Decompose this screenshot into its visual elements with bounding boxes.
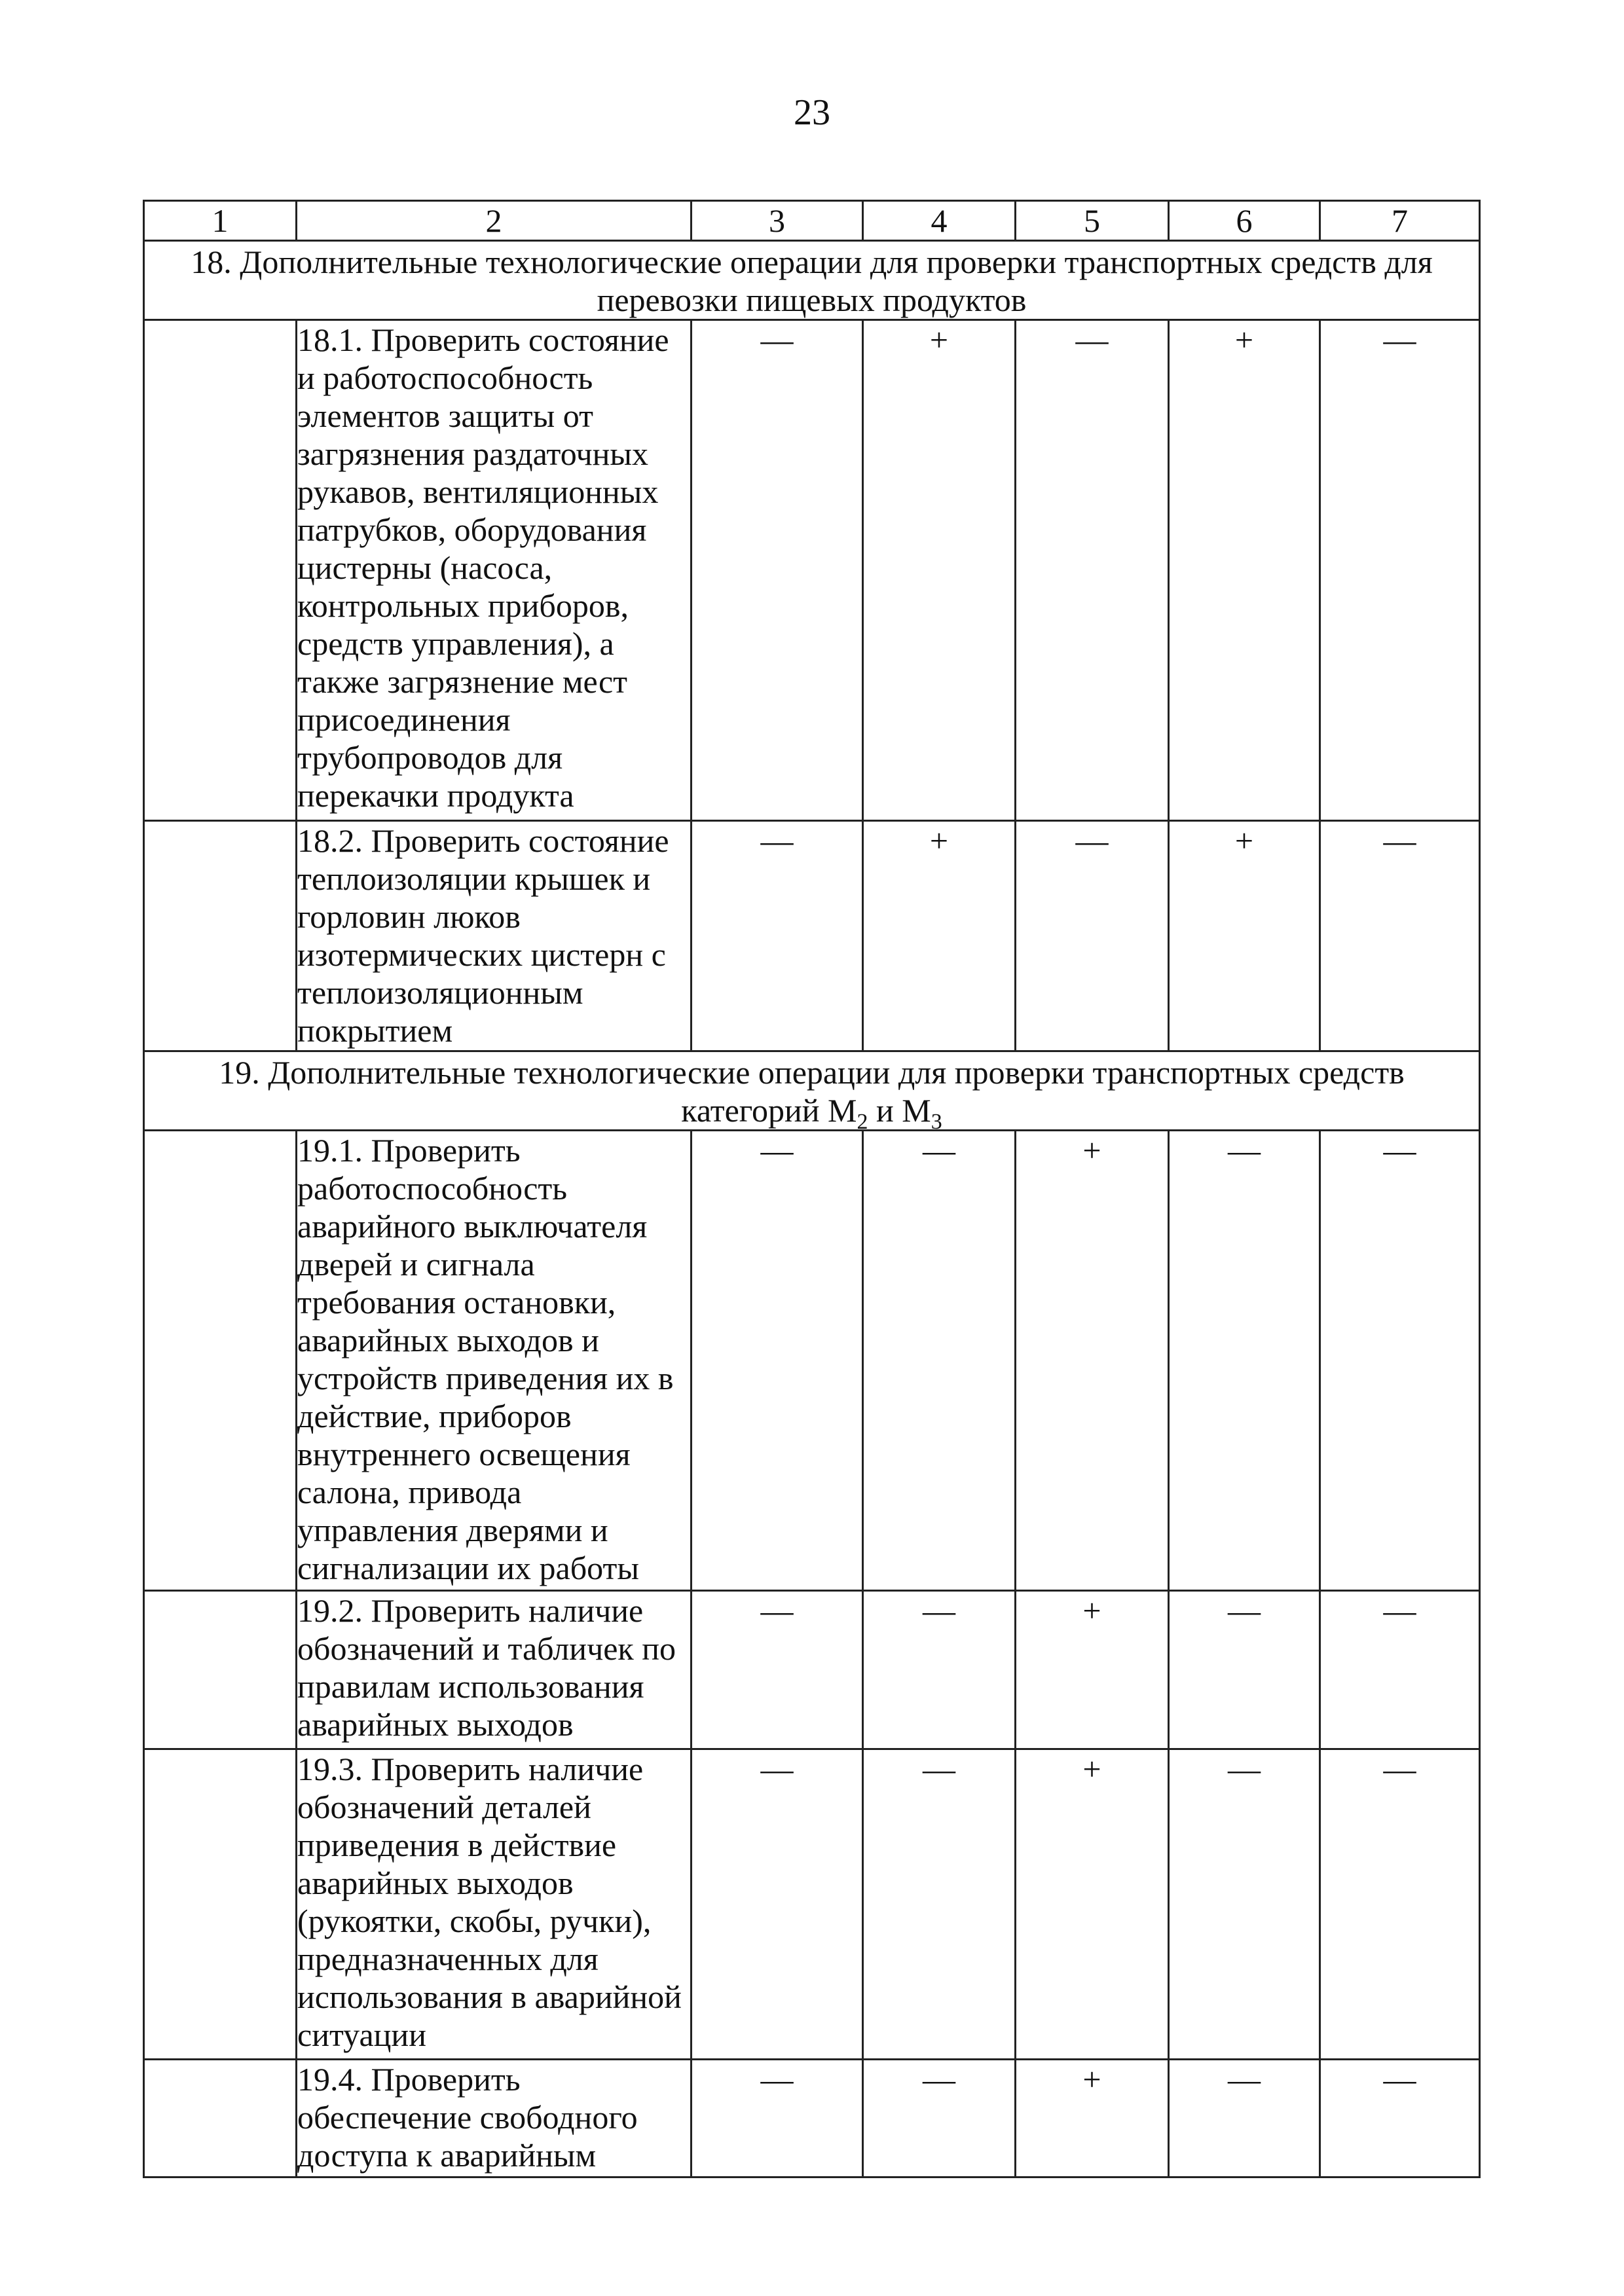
mark-cell: + xyxy=(1169,821,1320,1051)
category-subscript: 2 xyxy=(857,1110,868,1134)
table-row xyxy=(144,1131,1480,1591)
mark-cell: — xyxy=(1320,2060,1480,2178)
mark-cell: — xyxy=(1320,1131,1480,1591)
row-number xyxy=(144,320,297,821)
mark-cell: + xyxy=(1016,1131,1169,1591)
table-row xyxy=(144,2060,1480,2178)
mark-cell: — xyxy=(863,1131,1016,1591)
mark-cell: — xyxy=(1320,1591,1480,1749)
operation-description: 18.1. Проверить состояние и работоспособность элементов защиты от загрязнения раздаточных рукавов, вентиляционных патрубков, оборудования цистерны (насоса, контрольных приборов, средств управления), а также загрязнение мест присоединения трубопроводов для перекачки продукта xyxy=(297,320,692,821)
mark-cell: — xyxy=(863,2060,1016,2178)
section-title: 18. Дополнительные технологические операции для проверки транспортных средств для перевозки пищевых продуктов xyxy=(144,241,1480,320)
section-title-text: 19. Дополнительные технологические операции для проверки транспортных средств категорий М xyxy=(219,1054,1405,1129)
mark-cell: — xyxy=(692,821,863,1051)
column-header: 7 xyxy=(1320,201,1480,241)
mark-cell: — xyxy=(1320,320,1480,821)
mark-cell: + xyxy=(1016,1591,1169,1749)
section-title-text: и М xyxy=(868,1092,931,1129)
mark-cell: — xyxy=(692,320,863,821)
row-number xyxy=(144,1591,297,1749)
mark-cell: — xyxy=(1169,1749,1320,2060)
mark-cell: — xyxy=(692,1591,863,1749)
operation-description: 19.1. Проверить работоспособность аварийного выключателя дверей и сигнала требования остановки, аварийных выходов и устройств приведения их в действие, приборов внутреннего освещения салона, привода управления дверями и сигнализации их работы xyxy=(297,1131,692,1591)
row-number xyxy=(144,1131,297,1591)
column-header: 2 xyxy=(297,201,692,241)
mark-cell: — xyxy=(863,1591,1016,1749)
section-heading-row xyxy=(144,241,1480,320)
mark-cell: + xyxy=(1169,320,1320,821)
mark-cell: + xyxy=(863,320,1016,821)
page-number: 23 xyxy=(794,92,830,133)
column-header: 4 xyxy=(863,201,1016,241)
operation-description: 19.2. Проверить наличие обозначений и табличек по правилам использования аварийных выходов xyxy=(297,1591,692,1749)
table-row xyxy=(144,821,1480,1051)
section-title xyxy=(144,1051,1480,1134)
column-numbers-row xyxy=(144,201,1480,241)
mark-cell: — xyxy=(863,1749,1016,2060)
section-heading-row xyxy=(144,1051,1480,1131)
operations-table xyxy=(143,200,1481,2178)
mark-cell: + xyxy=(1016,2060,1169,2178)
mark-cell: + xyxy=(1016,1749,1169,2060)
table-row xyxy=(144,320,1480,821)
mark-cell: — xyxy=(692,1749,863,2060)
row-number xyxy=(144,2060,297,2178)
mark-cell: — xyxy=(1320,821,1480,1051)
mark-cell: — xyxy=(1169,1131,1320,1591)
row-number xyxy=(144,1749,297,2060)
column-header: 3 xyxy=(692,201,863,241)
mark-cell: — xyxy=(1016,320,1169,821)
column-header: 6 xyxy=(1169,201,1320,241)
mark-cell: — xyxy=(1016,821,1169,1051)
operation-description: 19.3. Проверить наличие обозначений деталей приведения в действие аварийных выходов (рукоятки, скобы, ручки), предназначенных для использования в аварийной ситуации xyxy=(297,1749,692,2060)
operation-description: 19.4. Проверить обеспечение свободного доступа к аварийным xyxy=(297,2060,692,2178)
mark-cell: — xyxy=(1169,1591,1320,1749)
mark-cell: + xyxy=(863,821,1016,1051)
column-header: 5 xyxy=(1016,201,1169,241)
table-row xyxy=(144,1749,1480,2060)
table-row xyxy=(144,1591,1480,1749)
mark-cell: — xyxy=(1320,1749,1480,2060)
mark-cell: — xyxy=(692,2060,863,2178)
row-number xyxy=(144,821,297,1051)
column-header: 1 xyxy=(144,201,297,241)
category-subscript: 3 xyxy=(931,1110,942,1134)
mark-cell: — xyxy=(692,1131,863,1591)
mark-cell: — xyxy=(1169,2060,1320,2178)
operation-description: 18.2. Проверить состояние теплоизоляции крышек и горловин люков изотермических цистерн с теплоизоляционным покрытием xyxy=(297,821,692,1051)
